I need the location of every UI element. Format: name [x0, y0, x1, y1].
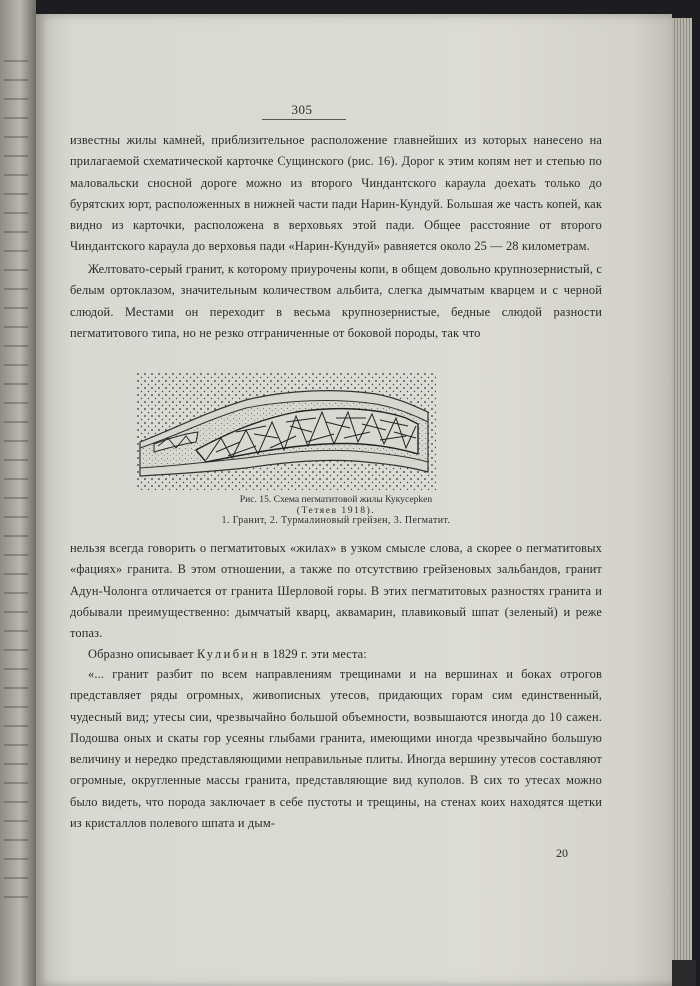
signature-mark: 20: [556, 846, 568, 860]
left-page-edge: [0, 0, 36, 986]
page-number-rule: [262, 119, 346, 120]
paragraph-4-text-start: Образно описывает: [88, 647, 197, 661]
page-number: 305: [291, 102, 313, 117]
figure-caption-source: (Тетяев 1918).: [296, 505, 376, 516]
paragraph-3: нельзя всегда говорить о пегматитовых «жилах» в узком смысле слова, а скорее о пегматитовых «фациях» гранита. В этом отношении, а также по отсутствию грейзеновых зальбандов, гранит Адун-Чолонга отличается от гранита Шерловой горы. В этих пегматитовых разностях гранита и добывали преимущественно: дымчатый кварц, аквамарин, плавиковый шпат (зеленый) и реже топаз.: [70, 541, 602, 641]
left-page-text-edge: [4, 60, 28, 900]
figure-caption-title: Рис. 15. Схема пегматитовой жилы Кукусерken: [239, 494, 433, 505]
author-name-kulibin: Кулибин: [196, 647, 260, 661]
paragraph-4: [70, 644, 602, 666]
quotation-paragraph: «... гранит разбит по всем направлениям трещинами и на вершинах и боках отрогов представляет ряды огромных, живописных утесов, придающих горам сим единственный, чудесный вид; утесы сии, чрезвычайно большой объемности, возвышаются иногда до 10 сажен. Подошва оных и скаты гор усеяны глыбами гранита, имеющими иногда чрезвычайно большую величину и нередко представляющими неправильные плиты. Иногда вершину утесов составляют огромные, округленные массы гранита, представляющие вид куполов. В сих то утесах можно было видеть, что порода заключает в себе пустоты и трещины, на стенах коих находятся щетки из кристаллов полевого шпата и дым-: [70, 667, 602, 831]
pegmatite-vein-figure: [136, 372, 436, 490]
figure-caption-legend: 1. Гранит, 2. Турмалиновый грейзен, 3. Пегматит.: [221, 515, 451, 526]
paragraph-2: Желтовато-серый гранит, к которому приурочены копи, в общем довольно крупнозернистый, с белым ортоклазом, значительным количеством альбита, слегка дымчатым кварцем и с черной слюдой. Местами он переходит в весьма крупнозернистые, бедные слюдой разности пегматитового типа, но не резко отграниченные от боковой породы, так что: [70, 262, 602, 340]
paragraph-4-text-end: в 1829 г. эти места:: [259, 647, 367, 661]
page-stack-edge: [672, 18, 692, 978]
paragraph-1: известны жилы камней, приблизительное расположение главнейших из которых нанесено на прилагаемой схематической карточке Сущинского (рис. 16). Дорог к этим копям нет и степью по маловальски сносной дороге можно из второго Чиндантского караула доехать только до бурятских юрт, расположенных в нижней части пади Нарин-Кундуй. Большая же часть копей, как видно из карточки, расположена в верховьях этой пади. Общее расстояние от второго Чиндантского караула до верховья пади «Нарин-Кундуй» равняется около 25 — 28 километрам.: [70, 133, 602, 254]
pegmatite-vein-diagram: [136, 372, 436, 490]
